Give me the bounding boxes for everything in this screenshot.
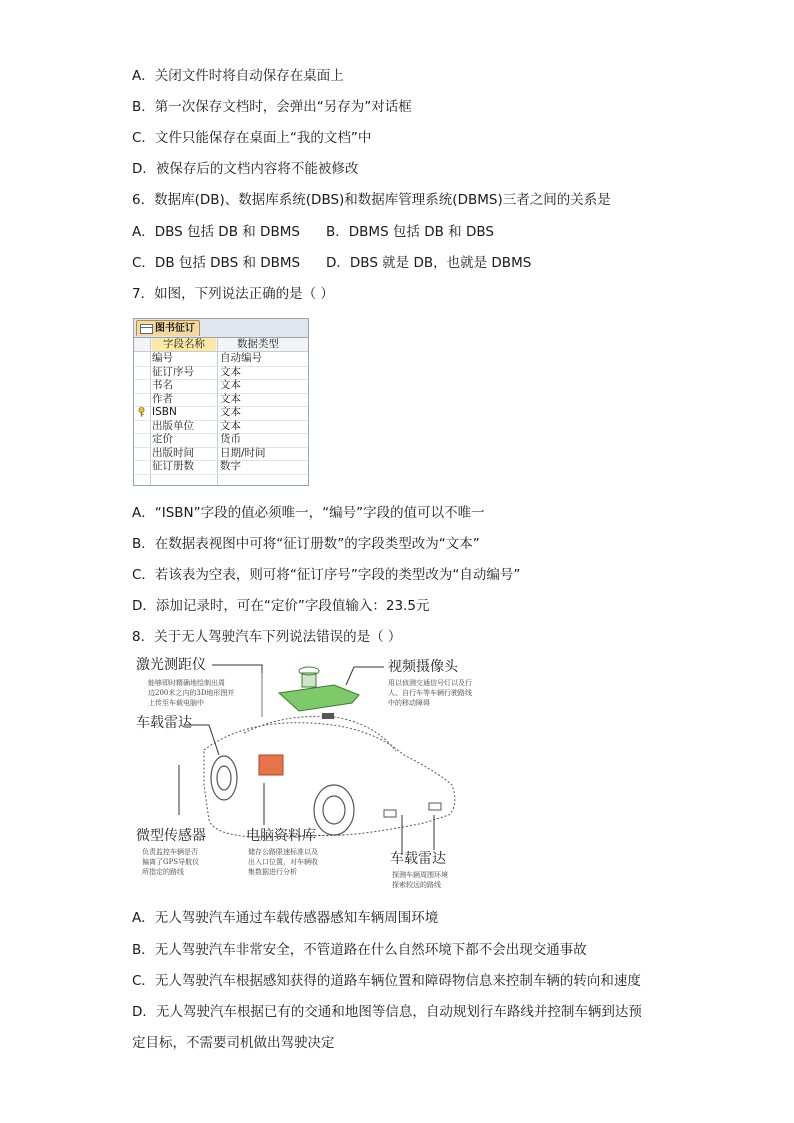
field-type: 文本 — [220, 392, 241, 405]
field-type: 日期/时间 — [220, 446, 266, 459]
roof-sensor-mount — [279, 685, 359, 711]
table-header-row — [134, 338, 308, 352]
q6-options-row2 — [132, 253, 532, 273]
table-icon — [140, 324, 153, 334]
computer-title: 电脑资料库 — [246, 828, 316, 844]
table-row[interactable] — [134, 393, 308, 408]
field-type: 文本 — [220, 365, 241, 378]
q5-option-b: B．第一次保存文档时，会弹出“另存为”对话框 — [132, 99, 412, 115]
q6-option-c: C．DB 包括 DBS 和 DBMS — [132, 255, 301, 271]
q5-option-d: D．被保存后的文档内容将不能被修改 — [132, 161, 359, 177]
field-type: 文本 — [220, 419, 241, 432]
field-type: 数字 — [220, 460, 241, 472]
laser-desc: 能够即时精确地绘制出周 — [148, 679, 225, 687]
field-type: 文本 — [220, 379, 241, 391]
table-tab[interactable] — [136, 320, 200, 336]
field-name: 征订册数 — [152, 460, 194, 472]
q6-options-row1 — [132, 222, 494, 242]
q6-option-a: A．DBS 包括 DB 和 DBMS — [132, 224, 300, 240]
q8-option-b: B．无人驾驶汽车非常安全，不管道路在什么自然环境下都不会出现交通事故 — [132, 942, 587, 958]
field-name: 征订序号 — [152, 365, 194, 378]
q8-option-a: A．无人驾驶汽车通过车载传感器感知车辆周围环境 — [132, 910, 439, 926]
radar2-title: 车载雷达 — [390, 851, 446, 867]
camera-desc: 用以侦测交通信号灯以及行 — [388, 679, 472, 687]
q8-option-c: C．无人驾驶汽车根据感知获得的道路车辆位置和障碍物信息来控制车辆的转向和速度 — [132, 973, 641, 989]
q5-option-a: A．关闭文件时将自动保存在桌面上 — [132, 68, 344, 84]
sensor-desc: 所指定的路线 — [142, 868, 184, 876]
table-row[interactable] — [134, 460, 308, 475]
table-row[interactable] — [134, 352, 308, 367]
q7-option-b: B．在数据表视图中可将“征订册数”的字段类型改为“文本” — [132, 536, 480, 552]
q7-option-a: A．“ISBN”字段的值必须唯一，“编号”字段的值可以不唯一 — [132, 505, 485, 521]
radar2-desc: 探索较远的路线 — [392, 881, 441, 889]
laser-title: 激光测距仪 — [136, 657, 206, 673]
q5-option-c: C．文件只能保存在桌面上“我的文档”中 — [132, 130, 372, 146]
q7-option-d: D．添加记录时，可在“定价”字段值输入：23.5元 — [132, 598, 430, 614]
q7-option-c: C．若该表为空表，则可将“征订序号”字段的类型改为“自动编号” — [132, 567, 521, 583]
access-table-design-view — [133, 318, 309, 486]
laser-desc: 边200米之内的3D地形图并 — [148, 689, 235, 697]
table-row[interactable] — [134, 379, 308, 394]
table-row[interactable] — [134, 406, 308, 421]
camera-title: 视频摄像头 — [388, 659, 458, 675]
field-type: 自动编号 — [220, 352, 262, 364]
primary-key-icon — [137, 407, 146, 417]
field-name: 出版时间 — [152, 446, 194, 459]
header-data-type: 数据类型 — [237, 338, 279, 350]
field-type: 货币 — [220, 433, 241, 445]
radar1-title: 车载雷达 — [136, 715, 192, 731]
sensor-desc: 偏离了GPS导航仪 — [142, 858, 200, 866]
computer-desc: 集数据进行分析 — [248, 868, 297, 876]
table-row[interactable] — [134, 366, 308, 381]
camera-desc: 人、自行车等车辆行驶路线 — [388, 689, 472, 697]
field-name: 编号 — [152, 352, 173, 364]
computer-desc: 储存公路限速标准以及 — [248, 848, 318, 856]
q8-option-d: D．无人驾驶汽车根据已有的交通和地图等信息，自动规划行车路线并控制车辆到达预 — [132, 1004, 642, 1020]
camera — [322, 713, 334, 719]
sensor-desc: 负责监控车辆是否 — [142, 848, 198, 856]
table-row[interactable] — [134, 420, 308, 435]
field-name: 定价 — [152, 433, 173, 445]
camera-desc: 中的移动障碍 — [388, 699, 430, 707]
q8-option-d-cont: 定目标，不需要司机做出驾驶决定 — [132, 1035, 335, 1051]
field-name: ISBN — [152, 406, 177, 418]
q8-stem: 8．关于无人驾驶汽车下列说法错误的是（ ） — [132, 629, 402, 645]
q6-option-b: B．DBMS 包括 DB 和 DBS — [326, 224, 494, 240]
field-name: 出版单位 — [152, 419, 194, 432]
field-type: 文本 — [220, 406, 241, 418]
sensor-title: 微型传感器 — [136, 828, 206, 844]
table-tab-title: 图书征订 — [155, 323, 195, 334]
q7-stem: 7．如图，下列说法正确的是（ ） — [132, 286, 334, 302]
field-name: 作者 — [152, 392, 173, 405]
table-row[interactable] — [134, 447, 308, 462]
q6-stem: 6．数据库(DB)、数据库系统(DBS)和数据库管理系统(DBMS)三者之间的关系是 — [132, 192, 611, 208]
laser-desc: 上传至车载电脑中 — [148, 699, 204, 707]
computer-unit — [259, 755, 283, 775]
field-name: 书名 — [152, 379, 173, 391]
driverless-car-figure — [134, 655, 494, 895]
computer-desc: 出入口位置，对车辆收 — [248, 858, 318, 866]
q6-option-d: D．DBS 就是 DB，也就是 DBMS — [326, 255, 532, 271]
radar2-desc: 探测车辆周围环境 — [392, 871, 448, 879]
header-field-name: 字段名称 — [152, 338, 216, 351]
table-row[interactable] — [134, 433, 308, 448]
tab-bar — [134, 319, 308, 338]
